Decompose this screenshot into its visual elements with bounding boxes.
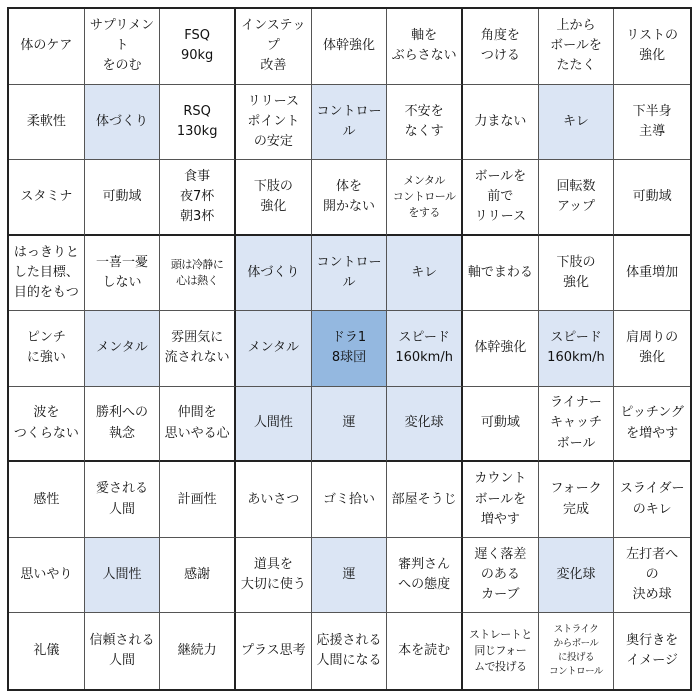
action-item-cell: 食事 夜7杯 朝3杯 [160,160,236,236]
sub-goal-cell: 運 [312,387,388,463]
action-item-cell: カウント ボールを 増やす [463,462,539,538]
action-item-cell: 奥行きを イメージ [626,633,679,669]
action-item-cell: はっきりと した目標、 目的をもつ [9,236,85,312]
action-item-cell: 不安を なくす [387,85,463,161]
action-item-cell: 可動域 [614,160,690,236]
action-item-cell: 感性 [9,462,85,538]
action-item-cell: 柔軟性 [9,85,85,161]
mandala-chart-grid [7,7,692,691]
action-item-cell: フォーク 完成 [539,462,615,538]
action-item-cell: ピッチング を増やす [614,387,690,463]
action-item-cell: ピンチ に強い [9,311,85,387]
sub-goal-cell: スピード 160km/h [387,311,463,387]
action-item-cell: 継続力 [160,613,236,689]
action-item-cell: ストレートと 同じフォー ムで投げる [463,613,539,689]
action-item-cell: 一喜一憂 しない [85,236,161,312]
sub-goal-cell: メンタル [236,311,312,387]
action-item-cell: 本を読む [387,613,463,689]
action-item-cell: 信頼される 人間 [85,613,161,689]
action-item-cell: ゴミ拾い [312,462,388,538]
action-item-cell: プラス思考 [236,613,312,689]
action-item-cell: 感謝 [160,538,236,614]
sub-goal-cell: スピード 160km/h [539,311,615,387]
action-item-cell: 体を 開かない [312,160,388,236]
action-item-cell: 軸でまわる [463,236,539,312]
action-item-cell: RSQ 130kg [160,85,236,161]
action-item-cell: 力まない [463,85,539,161]
action-item-cell: 道具を 大切に使う [236,538,312,614]
action-item-cell: 波を つくらない [9,387,85,463]
action-item-cell: 上から ボールを たたく [539,9,615,85]
action-item-cell: ストライク からボール に投げる コントロール [539,613,615,689]
action-item-cell: 体幹強化 [312,9,388,85]
action-item-cell: 礼儀 [9,613,85,689]
sub-goal-cell: 体づくり [85,85,161,161]
action-item-cell: 下肢の 強化 [539,236,615,312]
action-item-cell: ライナー キャッチ ボール [539,387,615,463]
action-item-cell: 回転数 アップ [539,160,615,236]
action-item-cell: あいさつ [236,462,312,538]
action-item-cell: リリース ポイント の安定 [236,85,312,161]
sub-goal-cell: コントロール [312,236,388,312]
sub-goal-cell: メンタル [85,311,161,387]
sub-goal-cell: 体づくり [236,236,312,312]
action-item-cell: 下肢の 強化 [236,160,312,236]
sub-goal-cell: 運 [312,538,388,614]
action-item-cell: メンタル コントロール をする [387,160,463,236]
action-item-cell: 体重増加 [614,236,690,312]
action-item-cell: 計画性 [160,462,236,538]
action-item-cell: 左打者へ の 決め球 [614,538,690,614]
action-item-cell: 遅く落差 のある カーブ [463,538,539,614]
action-item-cell: サプリメント をのむ [85,9,161,85]
action-item-cell: スライダー のキレ [614,462,690,538]
action-item-cell: 下半身 主導 [614,85,690,161]
action-item-cell: FSQ 90kg [160,9,236,85]
action-item-cell: ボールを 前で リリース [463,160,539,236]
action-item-cell: スタミナ [9,160,85,236]
action-item-cell: 愛される 人間 [85,462,161,538]
action-item-cell: 軸を ぶらさない [387,9,463,85]
action-item-cell: 思いやり [9,538,85,614]
action-item-cell: 肩周りの 強化 [614,311,690,387]
sub-goal-cell: 変化球 [387,387,463,463]
sub-goal-cell: キレ [387,236,463,312]
action-item-cell: 勝利への 執念 [85,387,161,463]
action-item-cell: 角度を つける [463,9,539,85]
sub-goal-cell: 変化球 [539,538,615,614]
action-item-cell: 体のケア [9,9,85,85]
action-item-cell: 応援される 人間になる [312,613,388,689]
action-item-cell: 審判さん への態度 [387,538,463,614]
action-item-cell: 雰囲気に 流されない [160,311,236,387]
action-item-cell: 体幹強化 [463,311,539,387]
action-item-cell: 可動域 [85,160,161,236]
action-item-cell: 部屋そうじ [387,462,463,538]
action-item-cell: 仲間を 思いやる心 [160,387,236,463]
sub-goal-cell: キレ [539,85,615,161]
action-item-cell: インステップ 改善 [236,9,312,85]
sub-goal-cell: 人間性 [236,387,312,463]
main-goal-cell: ドラ1 8球団 [312,311,388,387]
sub-goal-cell: 人間性 [85,538,161,614]
action-item-cell: リストの 強化 [614,9,690,85]
action-item-cell: 可動域 [463,387,539,463]
sub-goal-cell: コントロール [312,85,388,161]
action-item-cell: 頭は冷静に 心は熱く [160,236,236,312]
